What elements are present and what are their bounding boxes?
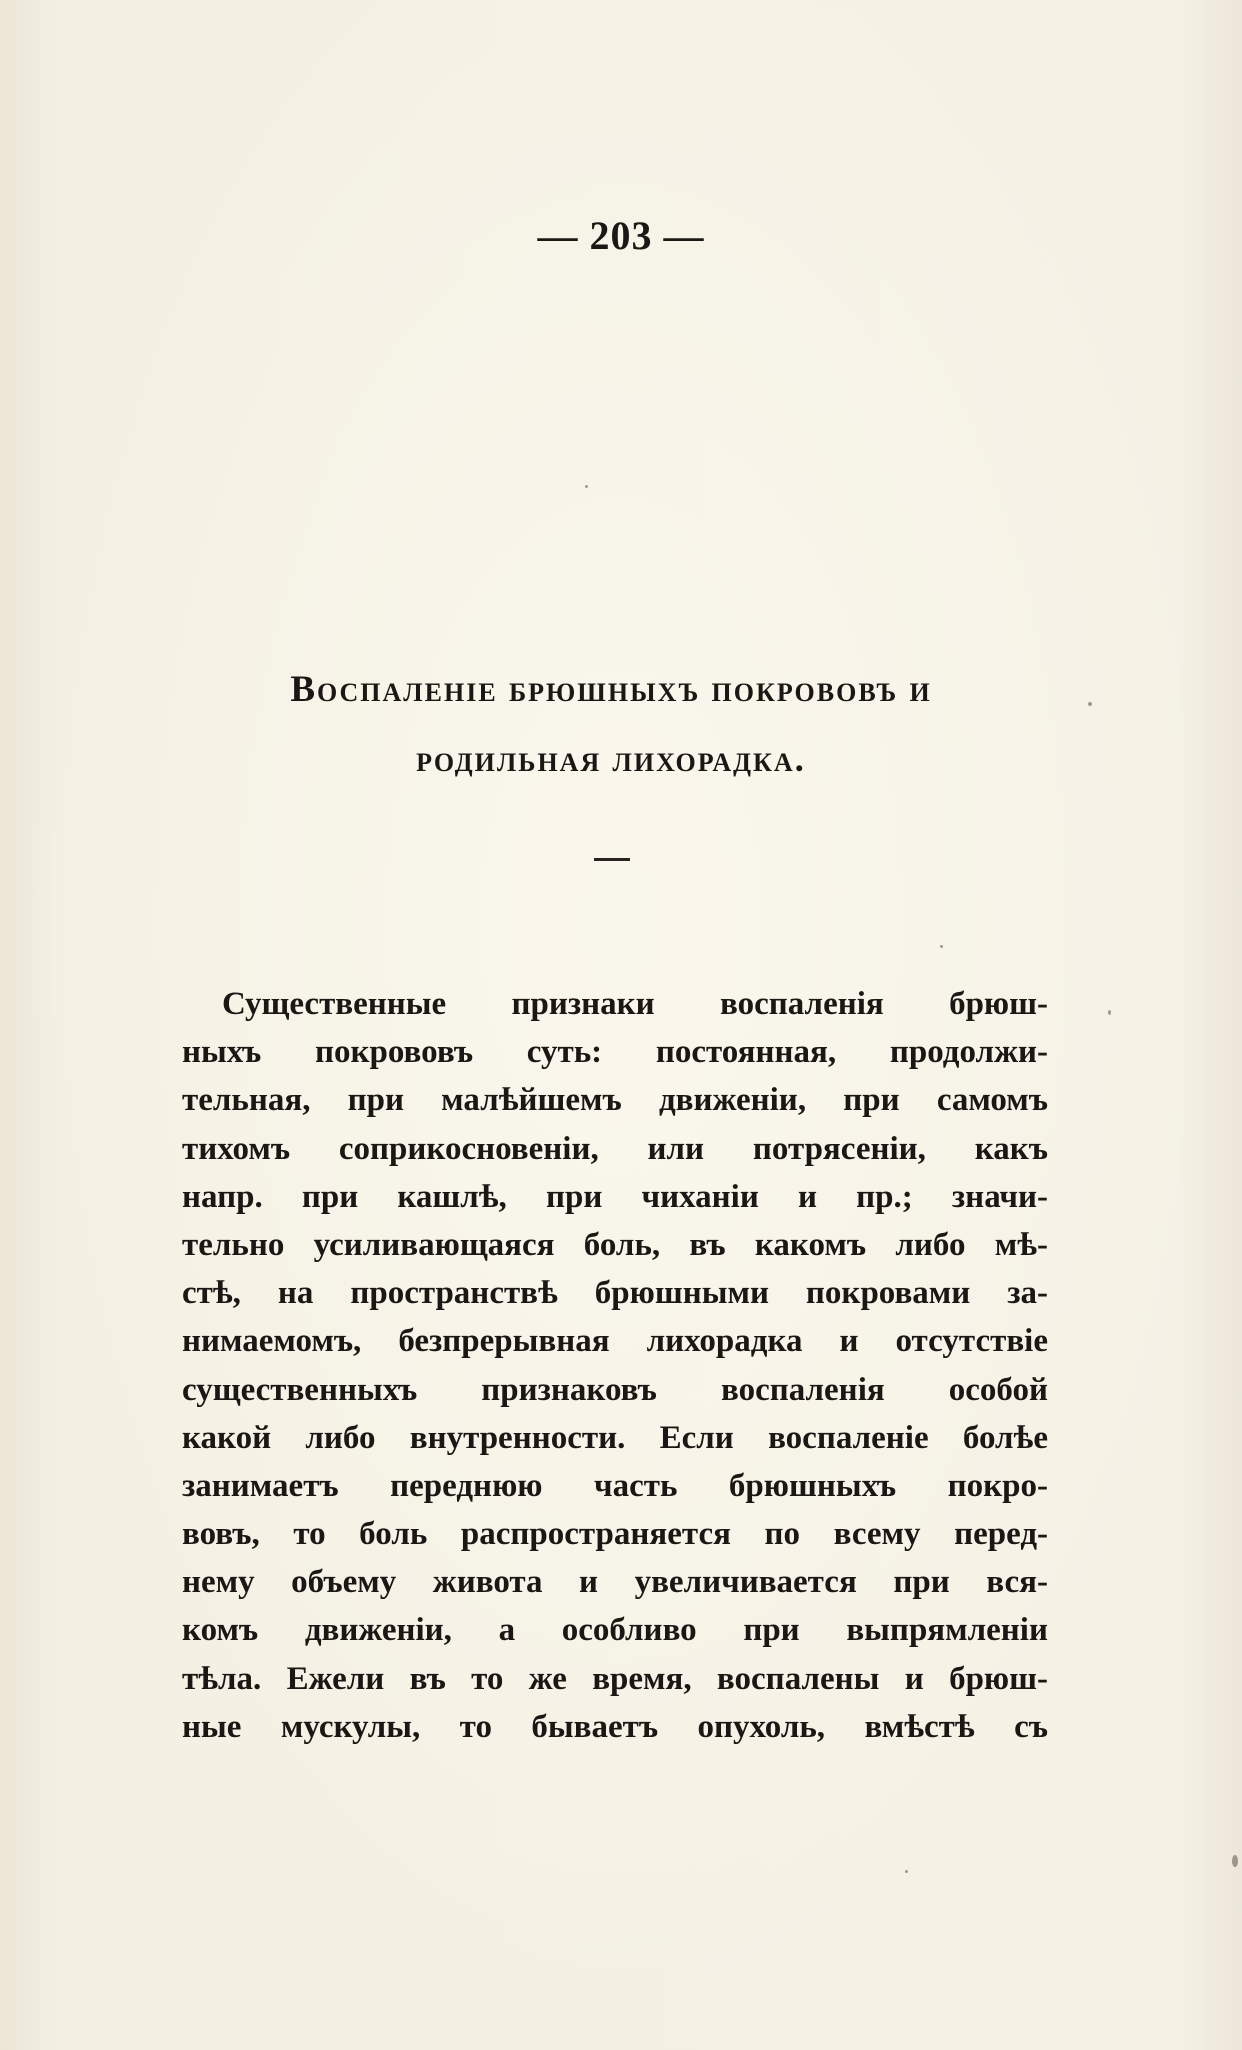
text-line: ныхъ покрововъ суть: постоянная, продолжи- — [182, 1034, 1048, 1071]
text-line: существенныхъ признаковъ воспаленія особой — [182, 1371, 1048, 1408]
text-line: нимаемомъ, безпрерывная лихорадка и отсутствіе — [182, 1323, 1048, 1360]
paper-speck — [585, 485, 588, 488]
text-line: какой либо внутренности. Если воспаленіе болѣе — [182, 1419, 1048, 1456]
text-line: тѣла. Ежели въ то же время, воспалены и брюш- — [182, 1660, 1048, 1697]
chapter-heading-line-1: Воспаленіе брюшныхъ покрововъ и — [290, 669, 932, 710]
text-line: напр. при кашлѣ, при чиханіи и пр.; значи- — [182, 1178, 1048, 1215]
text-line: тихомъ соприкосновеніи, или потрясеніи, какъ — [182, 1130, 1048, 1167]
text-line: тельная, при малѣйшемъ движеніи, при самомъ — [182, 1082, 1048, 1119]
body-paragraph — [182, 980, 1048, 1751]
heading-divider — [594, 858, 630, 861]
text-line: вовъ, то боль распространяется по всему перед- — [182, 1516, 1048, 1553]
text-line: нему объему живота и увеличивается при вся- — [182, 1564, 1048, 1601]
paper-speck — [1232, 1855, 1238, 1867]
text-line: комъ движеніи, а особливо при выпрямленіи — [182, 1612, 1048, 1649]
paper-speck — [1108, 1010, 1111, 1015]
text-line: Существенные признаки воспаленія брюш- — [222, 986, 1048, 1022]
paper-speck — [905, 1870, 908, 1873]
paper-speck — [940, 945, 943, 948]
chapter-heading — [176, 655, 1046, 795]
text-line: занимаетъ переднюю часть брюшныхъ покро- — [182, 1467, 1048, 1504]
text-line: ные мускулы, то бываетъ опухоль, вмѣстѣ съ — [182, 1708, 1048, 1745]
paper-speck — [1088, 702, 1092, 706]
text-line: стѣ, на пространствѣ брюшными покровами за- — [182, 1275, 1048, 1312]
page-number: — 203 — — [537, 213, 705, 258]
text-line: тельно усиливающаяся боль, въ какомъ либо мѣ- — [182, 1226, 1048, 1263]
chapter-heading-line-2: родильная лихорадка. — [416, 739, 806, 780]
